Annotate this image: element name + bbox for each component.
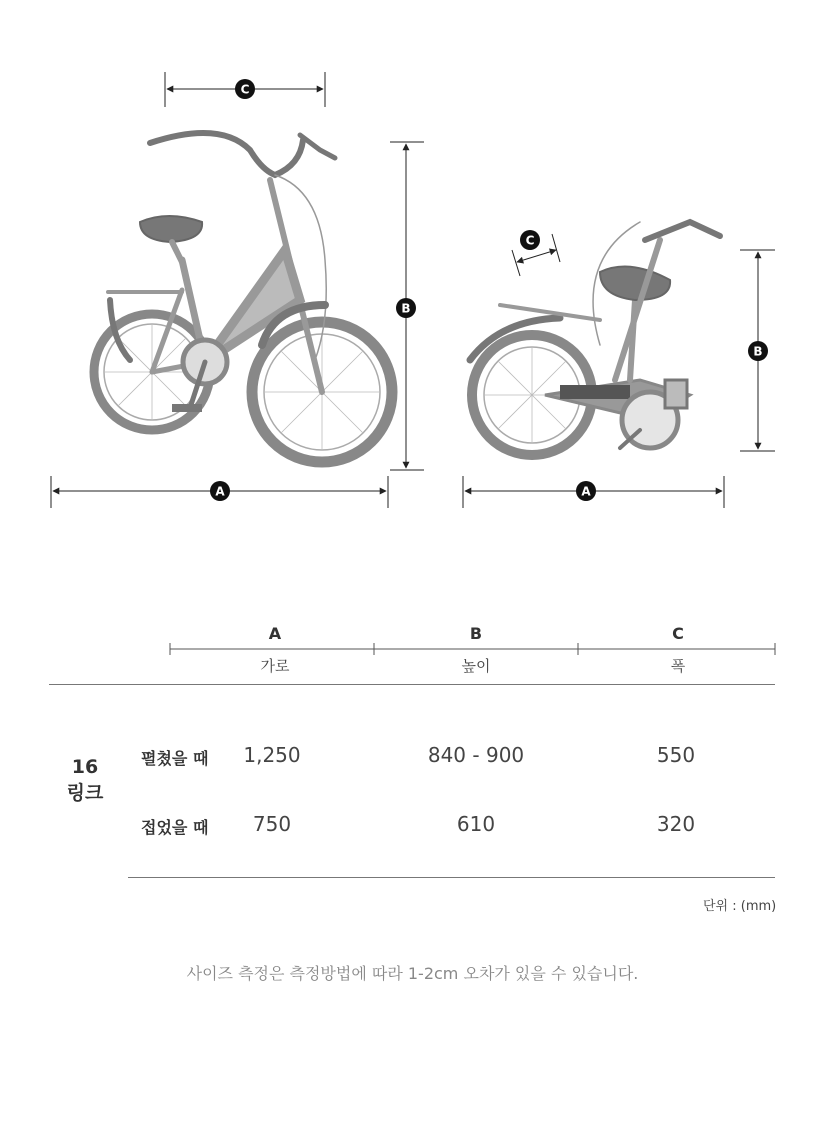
folded-b-badge (748, 341, 768, 361)
svg-text:B: B (753, 344, 763, 359)
folded-bike-illustration (470, 222, 720, 455)
svg-text:A: A (581, 484, 591, 499)
svg-text:C: C (240, 82, 250, 97)
column-header-b: B (469, 624, 483, 643)
model-size: 16 (71, 756, 99, 778)
folded-c-badge (520, 230, 540, 250)
svg-text:C: C (525, 233, 535, 248)
unfolded-c-badge (235, 79, 255, 99)
column-header-a: A (268, 624, 282, 643)
unfolded-value-c: 550 (656, 743, 696, 767)
svg-text:A: A (215, 484, 225, 499)
folded-value-b: 610 (456, 812, 496, 836)
unfolded-b-badge (396, 298, 416, 318)
row-label-folded: 접었을 때 (141, 818, 209, 837)
column-sub-height: 높이 (461, 657, 491, 675)
column-header-c: C (672, 624, 684, 643)
column-sub-width: 가로 (260, 657, 290, 675)
unfolded-a-badge (210, 481, 230, 501)
column-sub-depth: 폭 (670, 657, 686, 675)
unfolded-value-b: 840 - 900 (427, 743, 525, 767)
svg-text:B: B (401, 301, 411, 316)
folded-value-c: 320 (656, 812, 696, 836)
unfolded-value-a: 1,250 (243, 743, 301, 767)
row-label-unfolded: 펼쳤을 때 (141, 749, 209, 768)
folded-value-a: 750 (252, 812, 292, 836)
header-divider (49, 684, 775, 685)
folded-a-badge (576, 481, 596, 501)
bike-dimension-diagram (0, 0, 825, 540)
unit-label: 단위 : (mm) (703, 899, 777, 914)
table-bottom-divider (128, 877, 775, 878)
model-name: 링크 (66, 782, 104, 804)
unfolded-bike-illustration (94, 133, 392, 462)
measurement-note: 사이즈 측정은 측정방법에 따라 1-2cm 오차가 있을 수 있습니다. (186, 964, 639, 983)
